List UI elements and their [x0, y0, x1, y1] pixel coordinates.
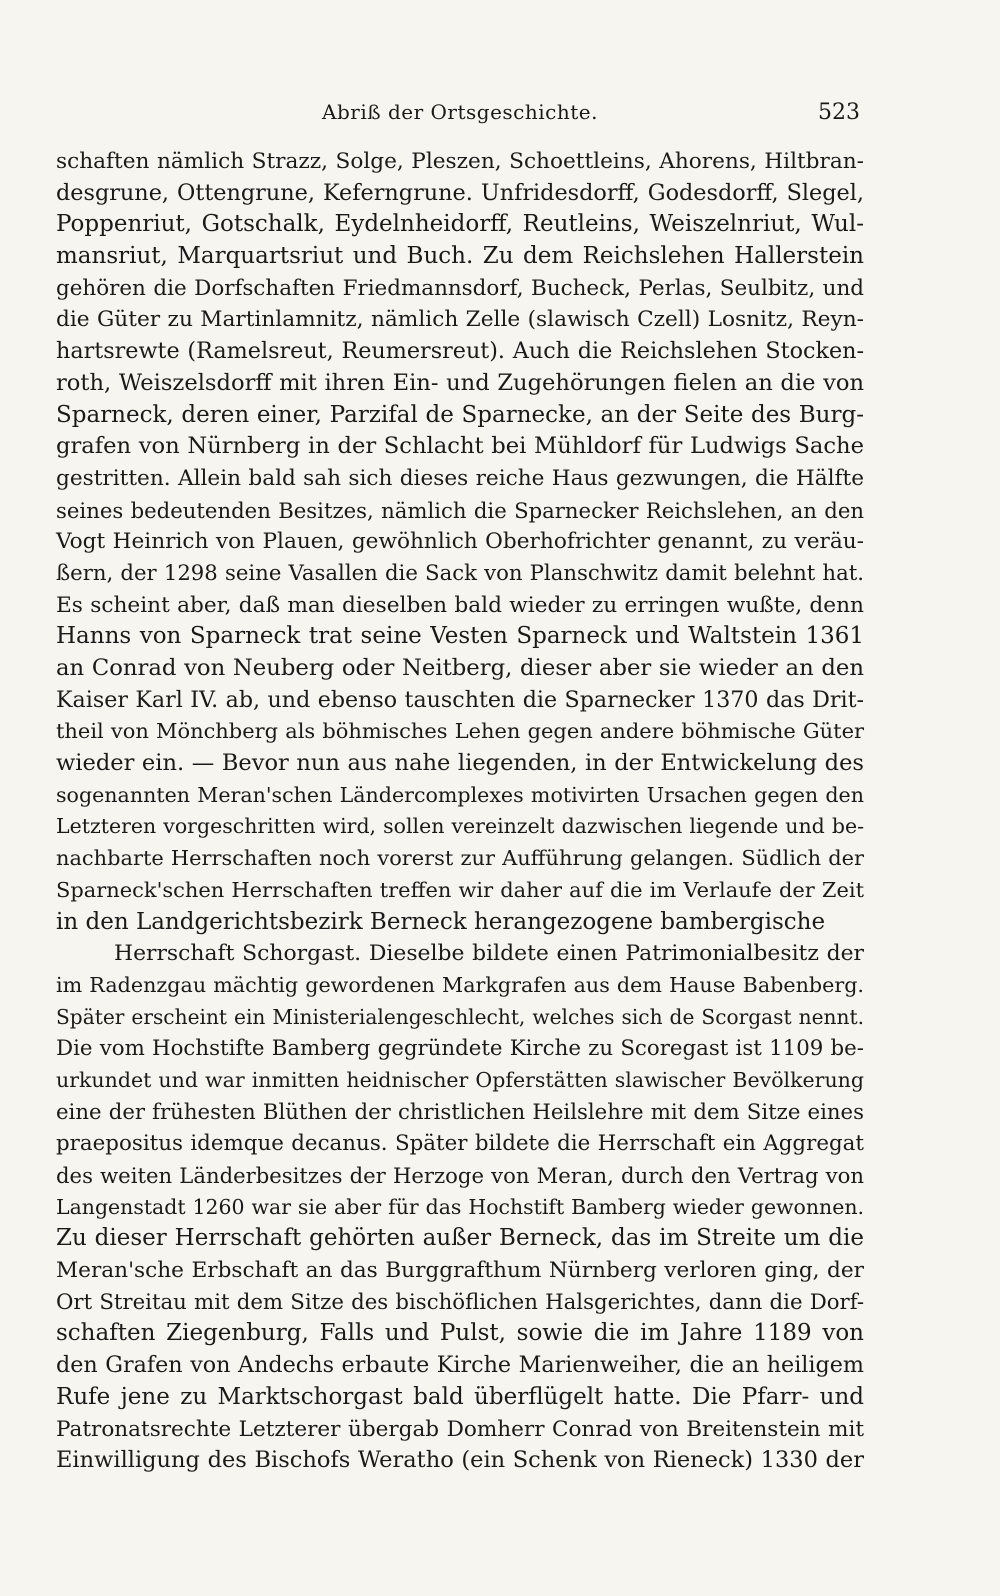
text-line: an Conrad von Neuberg oder Neitberg, dieser aber sie wieder an den — [56, 655, 864, 681]
text-line: praepositus idemque decanus. Später bildete die Herrschaft ein Aggregat — [56, 1131, 864, 1157]
text-line: gehören die Dorfschaften Friedmannsdorf, Bucheck, Perlas, Seulbitz, und — [56, 275, 864, 301]
text-line: grafen von Nürnberg in der Schlacht bei Mühldorf für Ludwigs Sache — [56, 433, 864, 460]
text-line: Später erscheint ein Ministerialengeschlecht, welches sich de Scorgast nennt. — [56, 1004, 864, 1029]
text-line: Poppenriut, Gotschalk, Eydelnheidorff, Reutleins, Weiszelnriut, Wul- — [56, 211, 864, 238]
text-line: Ort Streitau mit dem Sitze des bischöflichen Halsgerichtes, dann die Dorf- — [56, 1289, 864, 1315]
text-line: Herrschaft Schorgast. Dieselbe bildete einen Patrimonialbesitz der — [114, 941, 864, 967]
text-line: Kaiser Karl IV. ab, und ebenso tauschten die Sparnecker 1370 das Drit- — [56, 686, 864, 713]
text-line: des weiten Länderbesitzes der Herzoge von Meran, durch den Vertrag von — [56, 1163, 864, 1188]
text-line: Hanns von Sparneck trat seine Vesten Sparneck und Waltstein 1361 — [56, 623, 864, 650]
body-text — [56, 146, 864, 1477]
text-line: wieder ein. — Bevor nun aus nahe liegenden, in der Entwickelung des — [56, 750, 864, 777]
text-line: hartsrewte (Ramelsreut, Reumersreut). Auch die Reichslehen Stocken- — [56, 338, 864, 365]
text-line: schaften Ziegenburg, Falls und Pulst, sowie die im Jahre 1189 von — [56, 1320, 864, 1347]
text-line: roth, Weiszelsdorff mit ihren Ein- und Zugehörungen fielen an die von — [56, 369, 864, 396]
page-number: 523 — [818, 100, 860, 125]
text-line: gestritten. Allein bald sah sich dieses reiche Haus gezwungen, die Hälfte — [56, 465, 864, 491]
text-line: seines bedeutenden Besitzes, nämlich die Sparnecker Reichslehen, an den — [56, 497, 864, 523]
text-line: urkundet und war inmitten heidnischer Opferstätten slawischer Bevölkerung — [56, 1067, 864, 1092]
text-line: Meran'sche Erbschaft an das Burggrafthum Nürnberg verloren ging, der — [56, 1258, 864, 1284]
text-line: Rufe jene zu Marktschorgast bald überflügelt hatte. Die Pfarr- und — [56, 1383, 864, 1410]
running-title: Abriß der Ortsgeschichte. — [322, 100, 598, 124]
page-header — [60, 100, 860, 134]
text-line: Vogt Heinrich von Plauen, gewöhnlich Oberhofrichter genannt, zu veräu- — [56, 529, 864, 555]
text-line: schaften nämlich Strazz, Solge, Pleszen, Schoettleins, Ahorens, Hiltbran- — [56, 149, 864, 174]
text-line: Es scheint aber, daß man dieselben bald wieder zu erringen wußte, denn — [56, 592, 864, 618]
text-line: im Radenzgau mächtig gewordenen Markgrafen aus dem Hause Babenberg. — [56, 972, 864, 997]
text-line: desgrune, Ottengrune, Keferngrune. Unfridesdorff, Godesdorff, Slegel, — [56, 179, 864, 206]
text-line: nachbarte Herrschaften noch vorerst zur Aufführung gelangen. Südlich der — [56, 846, 864, 871]
text-line: eine der frühesten Blüthen der christlichen Heilslehre mit dem Sitze eines — [56, 1099, 864, 1125]
text-line: mansriut, Marquartsriut und Buch. Zu dem Reichslehen Hallerstein — [56, 243, 864, 270]
text-line: in den Landgerichtsbezirk Berneck herangezogene bambergische — [56, 908, 826, 935]
text-line: Sparneck, deren einer, Parzifal de Sparnecke, an der Seite des Burg- — [56, 401, 864, 428]
text-line: Zu dieser Herrschaft gehörten außer Berneck, das im Streite um die — [56, 1225, 864, 1252]
text-line: Langenstadt 1260 war sie aber für das Hochstift Bamberg wieder gewonnen. — [56, 1194, 864, 1219]
text-line: Die vom Hochstifte Bamberg gegründete Kirche zu Scoregast ist 1109 be- — [56, 1036, 864, 1062]
text-line: den Grafen von Andechs erbaute Kirche Marienweiher, die an heiligem — [56, 1352, 864, 1379]
text-line: theil von Mönchberg als böhmisches Lehen gegen andere böhmische Güter — [56, 719, 864, 744]
text-line: ßern, der 1298 seine Vasallen die Sack von Planschwitz damit belehnt hat. — [56, 560, 864, 586]
text-line: Sparneck'schen Herrschaften treffen wir daher auf die im Verlaufe der Zeit — [56, 877, 864, 902]
text-line: sogenannten Meran'schen Ländercomplexes motivirten Ursachen gegen den — [56, 782, 864, 807]
text-line: Letzteren vorgeschritten wird, sollen vereinzelt dazwischen liegende und be- — [56, 814, 864, 839]
text-line: Einwilligung des Bischofs Weratho (ein Schenk von Rieneck) 1330 der — [56, 1447, 864, 1474]
text-line: Patronatsrechte Letzterer übergab Domherr Conrad von Breitenstein mit — [56, 1416, 864, 1442]
text-line: die Güter zu Martinlamnitz, nämlich Zelle (slawisch Czell) Losnitz, Reyn- — [56, 307, 864, 333]
